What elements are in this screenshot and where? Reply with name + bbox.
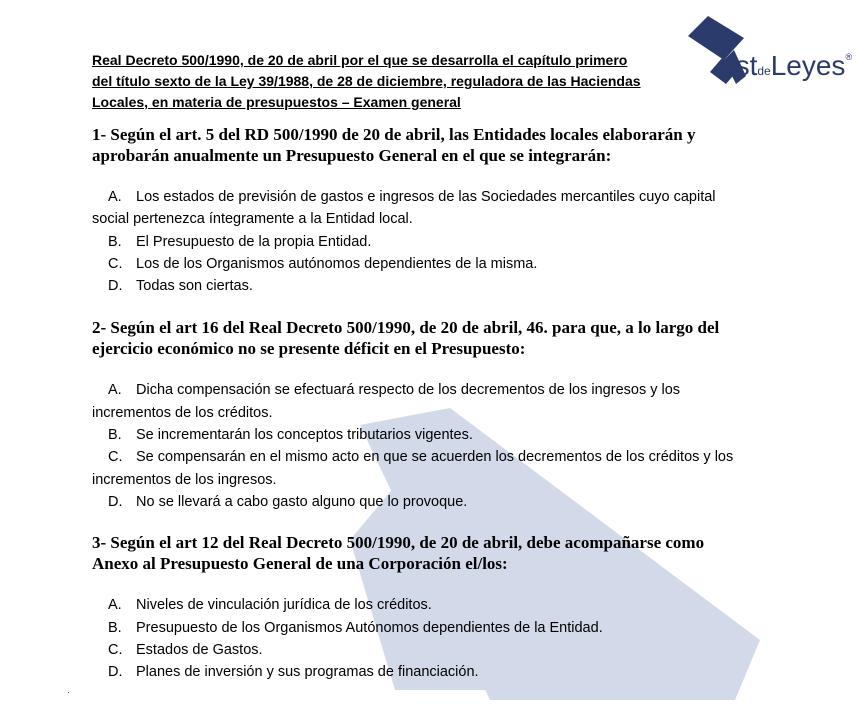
option-letter: B. bbox=[108, 619, 122, 636]
option-3c bbox=[92, 639, 752, 661]
title-line-1: Real Decreto 500/1990, de 20 de abril por el que se desarrolla el capítulo primero bbox=[92, 52, 628, 68]
option-letter: D. bbox=[108, 664, 123, 681]
question-3-options bbox=[92, 594, 752, 683]
question-3: 3- Según el art 12 del Real Decreto 500/1990, de 20 de abril, debe acompañarse como Anexo al Presupuesto General de una Corporación el/los: bbox=[92, 533, 705, 574]
brand-text-leyes: Leyes bbox=[770, 50, 846, 81]
option-text: Niveles de vinculación jurídica de los créditos. bbox=[136, 597, 432, 614]
option-letter: D. bbox=[108, 278, 123, 295]
option-letter: A. bbox=[108, 382, 122, 399]
option-letter: D. bbox=[108, 493, 123, 510]
option-letter: A. bbox=[108, 597, 122, 614]
option-text: Se compensarán en el mismo acto en que se acuerden los decrementos de los créditos y los incrementos de los ingresos. bbox=[92, 449, 734, 488]
option-text: Los de los Organismos autónomos dependientes de la misma. bbox=[136, 255, 538, 272]
document-content bbox=[92, 50, 752, 683]
option-text: Los estados de previsión de gastos e ingresos de las Sociedades mercantiles cuyo capital social pertenezca íntegramente a la Entidad local. bbox=[92, 189, 716, 228]
option-2b bbox=[92, 424, 752, 446]
option-2a bbox=[92, 379, 752, 424]
question-1: 1- Según el art. 5 del RD 500/1990 de 20 de abril, las Entidades locales elaborarán y aprobarán anualmente un Presupuesto General en el que se integrarán: bbox=[92, 125, 696, 165]
option-3d bbox=[92, 661, 752, 683]
option-letter: B. bbox=[108, 233, 122, 250]
title-line-3: Locales, en materia de presupuestos – Examen general bbox=[92, 94, 461, 110]
option-2c bbox=[92, 446, 752, 491]
option-text: Dicha compensación se efectuará respecto de los decrementos de los ingresos y los incrementos de los créditos. bbox=[92, 382, 681, 421]
option-text: Presupuesto de los Organismos Autónomos dependientes de la Entidad. bbox=[136, 619, 603, 636]
option-1b bbox=[92, 231, 752, 253]
option-letter: B. bbox=[108, 427, 122, 444]
question-1-options bbox=[92, 186, 752, 297]
question-2: 2- Según el art 16 del Real Decreto 500/1990, de 20 de abril, 46. para que, a lo largo del ejercicio económico no se presente déficit en el Presupuesto: bbox=[92, 318, 720, 359]
page-mark bbox=[68, 692, 69, 693]
option-text: Estados de Gastos. bbox=[136, 641, 263, 658]
option-text: No se llevará a cabo gasto alguno que lo provoque. bbox=[136, 493, 468, 510]
option-text: Se incrementarán los conceptos tributarios vigentes. bbox=[136, 427, 473, 444]
brand-text-est: est bbox=[720, 50, 758, 81]
registered-mark: ® bbox=[845, 52, 853, 62]
option-text: Todas son ciertas. bbox=[136, 278, 253, 295]
brand-logo bbox=[720, 50, 852, 82]
option-text: El Presupuesto de la propia Entidad. bbox=[136, 233, 372, 250]
question-2-options bbox=[92, 379, 752, 513]
option-1c bbox=[92, 253, 752, 275]
option-letter: C. bbox=[108, 641, 123, 658]
document-title bbox=[92, 50, 677, 113]
option-1a bbox=[92, 186, 752, 231]
option-letter: C. bbox=[108, 255, 123, 272]
brand-text-de: de bbox=[757, 64, 771, 78]
option-letter: A. bbox=[108, 189, 122, 205]
option-3a bbox=[92, 594, 752, 616]
option-1d bbox=[92, 275, 752, 297]
option-text: Planes de inversión y sus programas de financiación. bbox=[136, 664, 479, 681]
option-letter: C. bbox=[108, 449, 123, 466]
option-2d bbox=[92, 491, 752, 513]
title-line-2: del título sexto de la Ley 39/1988, de 28 de diciembre, reguladora de las Haciendas bbox=[92, 73, 641, 89]
option-3b bbox=[92, 617, 752, 639]
